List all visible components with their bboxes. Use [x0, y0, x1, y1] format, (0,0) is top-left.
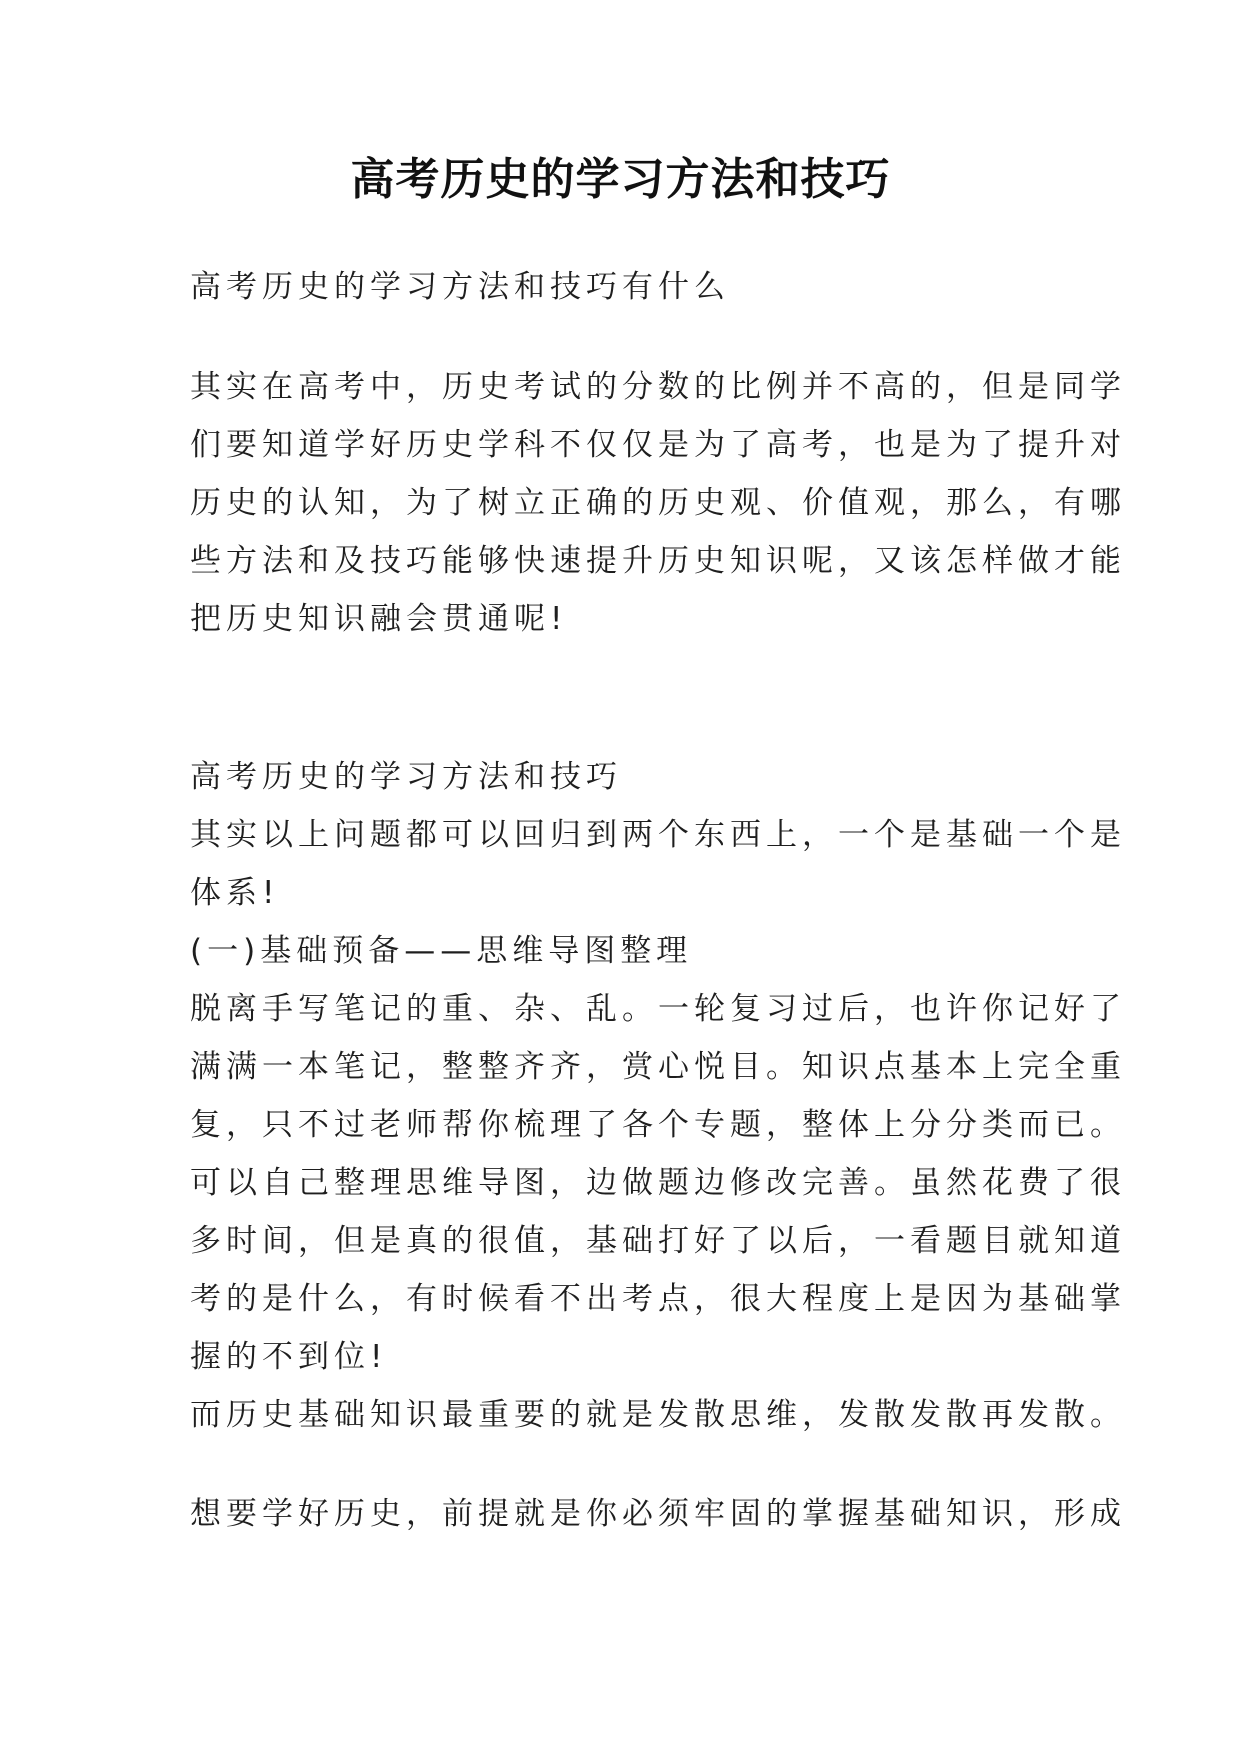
section-heading: 高考历史的学习方法和技巧 [190, 759, 622, 795]
subtitle-paragraph [190, 258, 1070, 316]
document-title: 高考历史的学习方法和技巧 [350, 154, 891, 205]
subsection-heading: (一)基础预备——思维导图整理 [190, 933, 693, 969]
paragraph-line: 满满一本笔记，整整齐齐，赏心悦目。知识点基本上完全重 [190, 1049, 1126, 1085]
paragraph-line: 而历史基础知识最重要的就是发散思维，发散发散再发散。 [190, 1397, 1126, 1433]
paragraph-line: 些方法和及技巧能够快速提升历史知识呢，又该怎样做才能 [190, 543, 1126, 579]
paragraph-line: 想要学好历史，前提就是你必须牢固的掌握基础知识，形成 [190, 1496, 1126, 1532]
intro-paragraph [190, 358, 1126, 648]
closing-paragraph [190, 1485, 1126, 1543]
paragraph-line: 多时间，但是真的很值，基础打好了以后，一看题目就知道 [190, 1223, 1126, 1259]
paragraph-line: 们要知道学好历史学科不仅仅是为了高考，也是为了提升对 [190, 427, 1126, 463]
paragraph-line: 体系! [190, 875, 280, 911]
paragraph-line: 脱离手写笔记的重、杂、乱。一轮复习过后，也许你记好了 [190, 991, 1126, 1027]
paragraph-line: 考的是什么，有时候看不出考点，很大程度上是因为基础掌 [190, 1281, 1126, 1317]
section-block [190, 748, 1126, 1444]
paragraph-line: 复，只不过老师帮你梳理了各个专题，整体上分分类而已。 [190, 1107, 1126, 1143]
paragraph-line: 其实在高考中，历史考试的分数的比例并不高的，但是同学 [190, 369, 1126, 405]
paragraph-line: 其实以上问题都可以回归到两个东西上，一个是基础一个是 [190, 817, 1126, 853]
paragraph-line: 把历史知识融会贯通呢! [190, 601, 568, 637]
paragraph-line: 历史的认知，为了树立正确的历史观、价值观，那么，有哪 [190, 485, 1126, 521]
paragraph-line: 握的不到位! [190, 1339, 388, 1375]
subtitle-line: 高考历史的学习方法和技巧有什么 [190, 269, 730, 305]
paragraph-line: 可以自己整理思维导图，边做题边修改完善。虽然花费了很 [190, 1165, 1126, 1201]
